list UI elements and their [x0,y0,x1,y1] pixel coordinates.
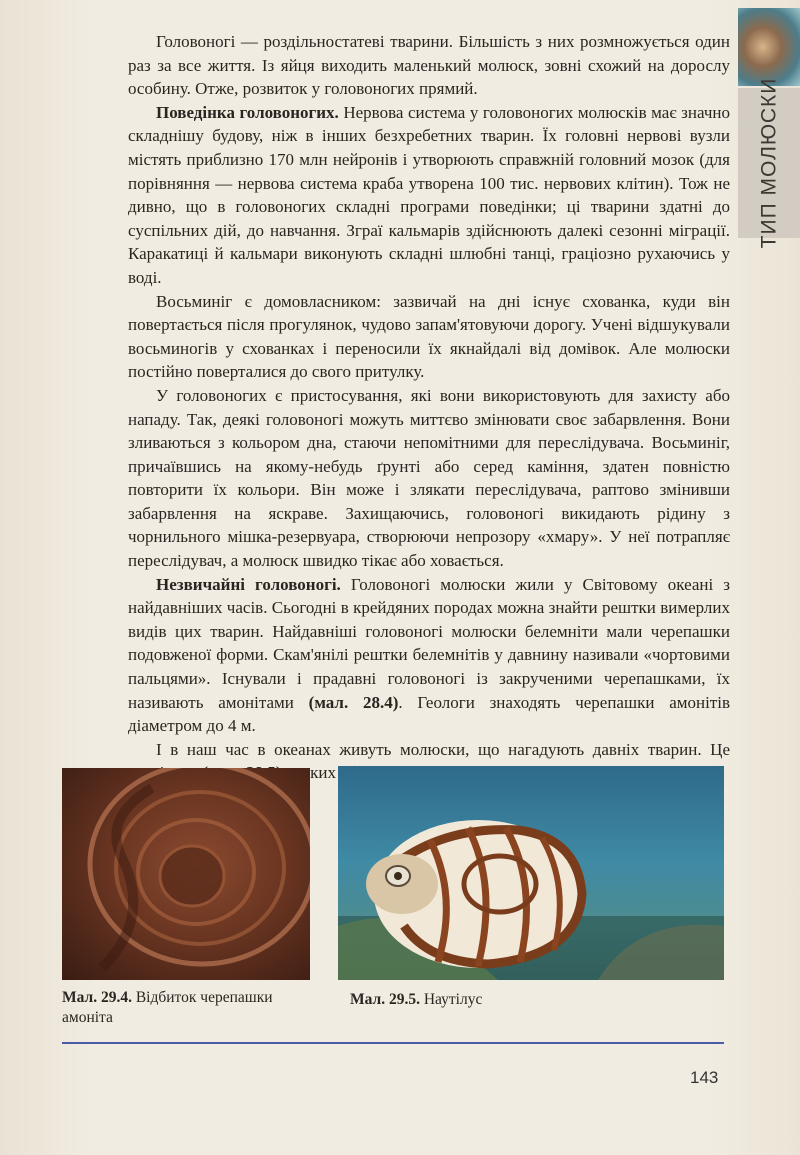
figure-caption-nautilus [350,990,710,1010]
paragraph-heading: Поведінка головоногих. [156,102,339,122]
footer-divider [62,1042,724,1044]
body-text [128,30,730,785]
figure-caption-ammonite [62,988,312,1028]
paragraph-text-tail: яких [302,763,336,783]
figure-label: Мал. 29.4. [62,989,132,1006]
figure-caption-text: Наутілус [419,991,483,1008]
chapter-side-tab-label: ТИП МОЛЮСКИ [757,77,781,249]
ammonite-fossil-image [62,768,310,980]
paragraph-text: Восьминіг є домовласником: зазвичай на дні існує схованка, куди він повертається після прогулянок, чудово запам'ятовуючи дорогу. Учені відшукували восьминогів у схованках і переносили їх якнайдалі від домівок. Але молюски постійно поверталися до свого притулку. [128,291,730,382]
paragraph-5 [128,573,730,738]
paragraph-2 [128,101,730,290]
paragraph-text: І в наш час в океанах живуть молюски, що нагадують давніх тварин. Це [156,739,730,759]
paragraph-4 [128,384,730,573]
paragraph-1 [128,30,730,101]
chapter-side-tab [738,77,800,249]
paragraph-text: Головоногі — роздільностатеві тварини. Більшість з них розмножується один раз за все життя. Із яйця виходить маленький молюск, зовні схожий на дорослу особину. Отже, розвиток у головоногих прямий. [128,32,730,99]
side-thumbnail-image [738,8,800,86]
nautilus-photo [338,766,724,980]
figure-caption-text: Відбиток черепашки амоніта [62,989,273,1026]
paragraph-text: Головоногі молюски жили у Світовому океані з найдавніших часів. Сьогодні в крейдяних породах можна знайти рештки вимерлих видів цих тварин. Найдавніші головоногі молюски белемніти мали черепашки подовженої форми. Скам'янілі рештки белемнітів у давнину називали «чортовими пальцями». Існували і прадавні головоногі із закрученими черепашками, їх називають амонітами [128,574,730,712]
paragraph-heading: Незвичайні головоногі. [156,574,341,594]
paragraph-text-tail: . Геологи знаходять черепашки амонітів діаметром до 4 м. [128,692,730,736]
paragraph-text: У головоногих є пристосування, які вони використовують для захисту або нападу. Так, деякі головоногі можуть миттєво змінювати своє забарвлення. Вони зливаються з кольором дна, стаючи непомітними для переслідувача. Восьминіг, причаївшись на якому-небудь ґрунті або серед каміння, здатен повністю повторити їх кольори. Він може і злякати переслідувача, раптово змінивши забарвлення на яскраве. Захищаючись, головоногі викидають рідину з чорнильного мішка-резервуара, створюючи непрозору «хмару». У неї потрапляє переслідувач, а молюск швидко тікає або ховається. [128,385,730,571]
paragraph-text: Нервова система у головоногих молюсків має значно складнішу будову, ніж в інших безхребетних тварин. Їх головні нервові вузли містять приблизно 170 млн нейронів і утворюють справжній головний мозок (для порівняння — нервова система краба утворена 100 тис. нервових клітин). Тож не дивно, що в головоногих складні програми поведінки; ці тварини здатні до суспільних дій, до навчання. Зграї кальмарів здійснюють далекі сезонні міграції. Каракатиці й кальмари виконують складні шлюбні танці, граціозно рухаючись у воді. [128,102,730,287]
figure-label: Мал. 29.5. [350,991,420,1008]
page-number: 143 [690,1068,719,1087]
figure-reference: (мал. 28.4) [308,692,399,712]
paragraph-3 [128,290,730,384]
